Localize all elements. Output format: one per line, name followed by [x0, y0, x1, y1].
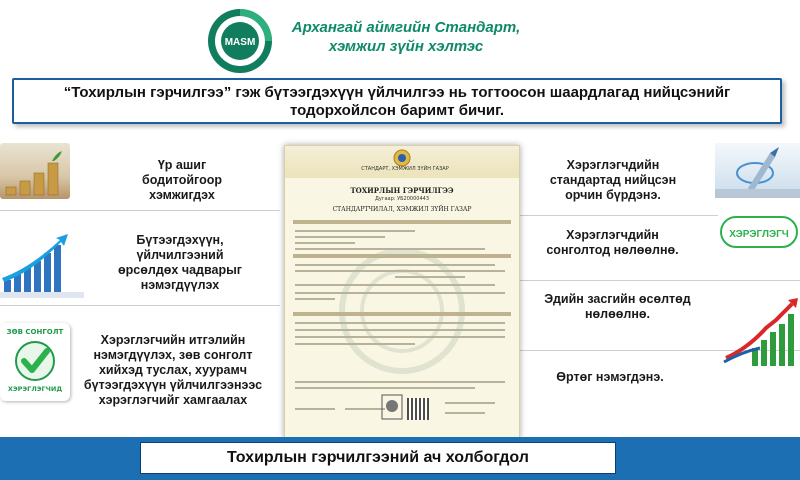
certificate-section-bar	[293, 220, 511, 224]
certificate-issuer: СТАНДАРТЧИЛАЛ, ХЭМЖИЛ ЗҮЙН ГАЗАР	[332, 206, 472, 213]
outcome-standard-environment	[533, 158, 693, 203]
benefit-competitiveness-line1: Бүтээгдэхүүн,	[136, 233, 224, 247]
economic-growth-chart-image	[722, 292, 800, 370]
certificate-section-bar	[293, 254, 511, 258]
outcome-cost-increase	[535, 370, 685, 385]
benefit-competitiveness-line4: нэмэгдүүлэх	[140, 278, 220, 292]
badge-top-text: ЗӨВ СОНГОЛТ	[6, 328, 64, 336]
certificate-line	[295, 248, 485, 250]
state-emblem-icon	[392, 149, 412, 167]
certificate-line	[295, 230, 415, 232]
outcome-standard-environment-line3: орчин бүрдэнэ.	[565, 188, 661, 202]
certificate-line	[295, 236, 385, 238]
certificate-line	[395, 276, 465, 278]
org-title-line2: хэмжил зүйн хэлтэс	[328, 38, 484, 55]
benefit-consumer-trust-line3: хийхэд туслах, хуурамч	[98, 363, 247, 377]
definition-line1: “Тохирлын гэрчилгээ” гэж бүтээгдэхүүн үйлчилгээ нь тогтоосон шаардлагад нийцсэнийг	[63, 84, 731, 101]
org-title-line1: Архангай аймгийн Стандарт,	[291, 19, 521, 36]
outcome-consumer-choice	[530, 228, 695, 258]
divider-left-1	[0, 210, 280, 211]
benefit-competitiveness-line2: үйлчилгээний	[136, 248, 224, 262]
standard-launch-image	[715, 143, 800, 198]
definition-banner	[12, 78, 782, 124]
footer-title: Тохирлын гэрчилгээний ач холбогдол	[227, 449, 529, 466]
benefit-competitiveness	[95, 233, 265, 293]
certificate-signature-line	[295, 408, 335, 410]
benefit-consumer-trust-line4: бүтээгдэхүүн үйлчилгээнээс	[83, 378, 263, 392]
footer-title-box	[140, 442, 616, 474]
benefit-efficiency-line2: хэмжигдэх	[149, 188, 215, 202]
certificate-line	[295, 242, 355, 244]
organization-title	[286, 18, 526, 56]
certificate-line	[295, 270, 505, 272]
certificate-section-bar	[293, 312, 511, 316]
benefit-consumer-trust-line1: Хэрэглэгчийн итгэлийн	[100, 333, 246, 347]
certificate-signature-line	[345, 408, 385, 410]
benefit-consumer-trust-line5: хэрэглэгчийг хамгаалах	[98, 393, 248, 407]
logo-text: MASM	[224, 37, 256, 48]
right-choice-badge	[0, 323, 70, 401]
benefit-consumer-trust	[78, 333, 268, 408]
qr-code-icon	[407, 398, 429, 420]
coins-growth-image	[0, 143, 70, 199]
divider-right-2	[520, 280, 800, 281]
outcome-economic-growth-line1: Эдийн засгийн өсөлтөд	[544, 292, 691, 306]
outcome-economic-growth	[530, 292, 705, 322]
outcome-cost-increase-line1: Өртөг нэмэгдэнэ.	[556, 370, 664, 384]
benefit-consumer-trust-line2: нэмэгдүүлэх, зөв сонголт	[93, 348, 253, 362]
check-icon	[15, 339, 55, 383]
certificate-line	[295, 264, 495, 266]
certificate-title: ТОХИРЛЫН ГЭРЧИЛГЭЭ	[350, 186, 454, 195]
certificate-line	[295, 387, 475, 389]
certificate-line	[295, 298, 335, 300]
consumer-logo	[718, 212, 800, 252]
certificate-line	[445, 402, 495, 404]
certificate-line	[295, 381, 505, 383]
outcome-economic-growth-line2: нөлөөлнө.	[585, 307, 650, 321]
growth-bar-chart-image	[0, 228, 84, 298]
definition-line2: тодорхойлсон баримт бичиг.	[289, 102, 505, 119]
certificate-line	[295, 329, 505, 331]
divider-left-2	[0, 305, 280, 306]
outcome-consumer-choice-line1: Хэрэглэгчдийн	[566, 228, 659, 242]
certificate-line	[295, 284, 495, 286]
outcome-standard-environment-line1: Хэрэглэгчдийн	[566, 158, 660, 172]
certificate-line	[295, 343, 415, 345]
certificate-line	[445, 412, 485, 414]
masm-logo	[205, 6, 275, 76]
consumer-logo-text: ХЭРЭГЛЭГЧ	[729, 229, 789, 240]
outcome-standard-environment-line2: стандартад нийцсэн	[549, 173, 677, 187]
certificate-image	[284, 145, 520, 439]
benefit-efficiency	[122, 158, 242, 203]
benefit-competitiveness-line3: өрсөлдөх чадварыг	[118, 263, 242, 277]
certificate-agency: СТАНДАРТ, ХЭМЖИЛ ЗҮЙН ГАЗАР	[361, 166, 449, 172]
certificate-seal-icon	[381, 394, 403, 420]
certificate-line	[295, 292, 505, 294]
outcome-consumer-choice-line2: сонголтод нөлөөлнө.	[546, 243, 679, 257]
certificate-line	[295, 336, 505, 338]
certificate-line	[295, 322, 505, 324]
badge-bottom-text: ХЭРЭГЛЭГЧИД	[7, 385, 63, 393]
certificate-number: Дугаар: УБ20000443	[375, 196, 429, 202]
benefit-efficiency-line1: Үр ашиг бодитойгоор	[141, 158, 223, 187]
definition-text	[14, 80, 780, 120]
